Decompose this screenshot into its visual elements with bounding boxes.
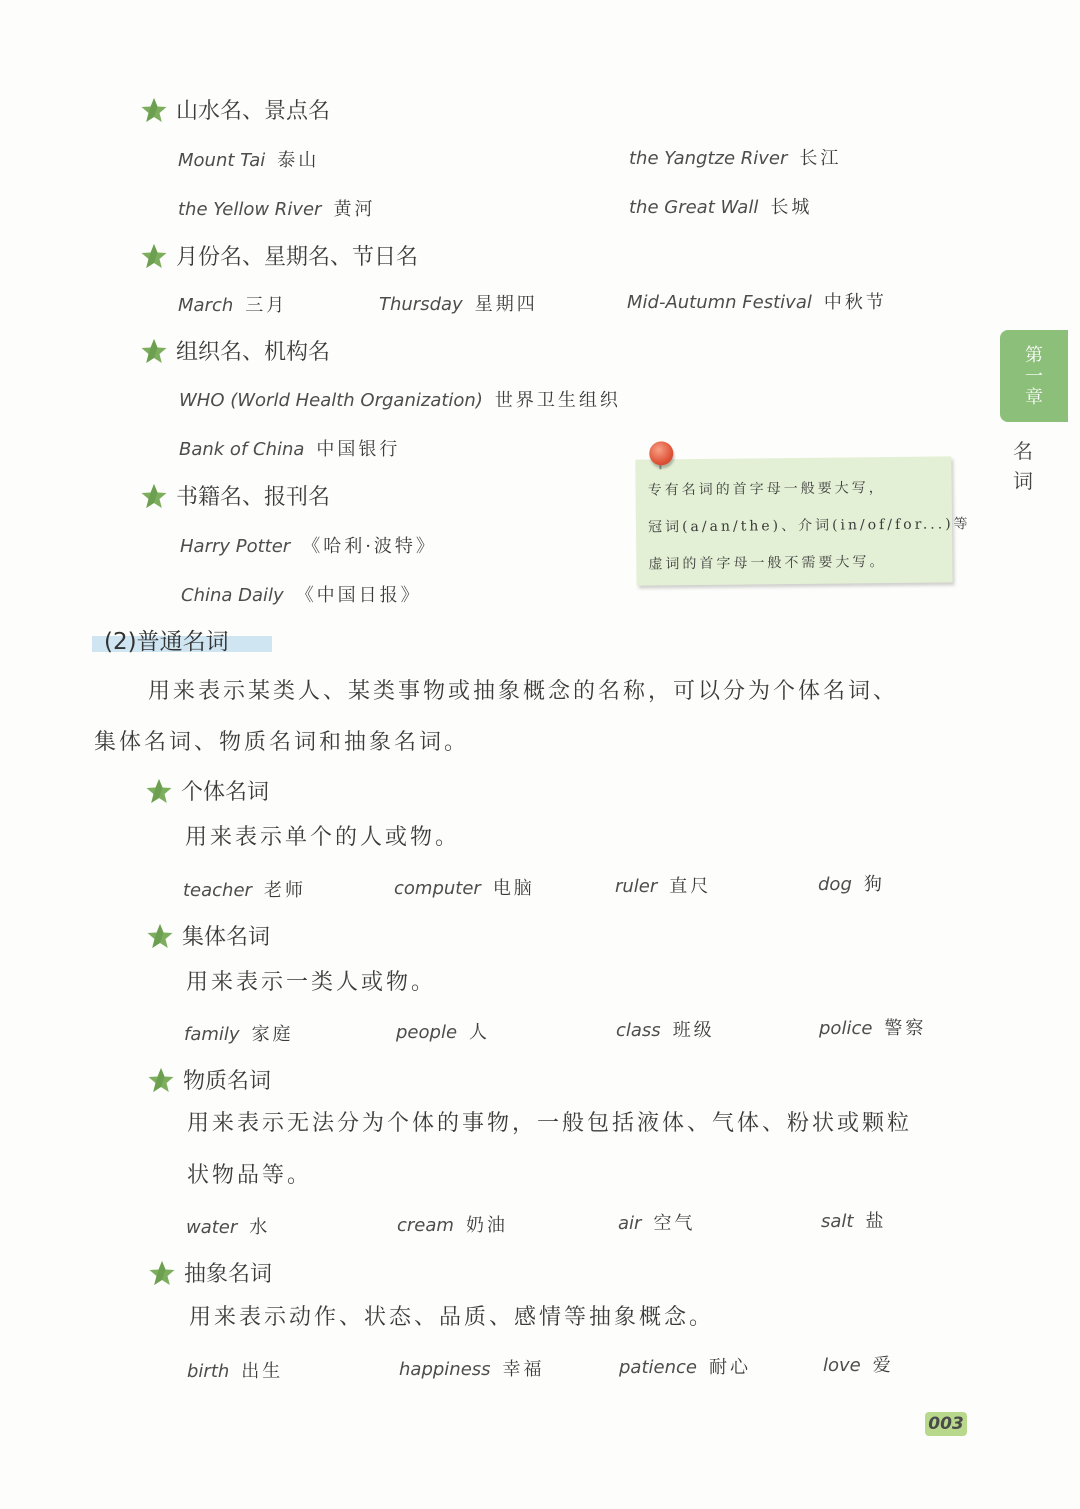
- example-en: the Great Wall: [629, 197, 759, 218]
- example-item: [397, 1211, 508, 1237]
- example-zh: 盐: [865, 1211, 887, 1232]
- example-item: [616, 1016, 715, 1042]
- heading-material-nouns: [147, 1064, 271, 1095]
- example-item: [399, 1355, 545, 1381]
- heading-text: 书籍名、报刊名: [176, 485, 331, 510]
- example-zh: 电脑: [492, 878, 535, 899]
- example-en: the Yangtze River: [629, 148, 788, 169]
- chapter-topic-label: [1013, 436, 1033, 496]
- intro-paragraph-line: 用来表示某类人、某类事物或抽象概念的名称，可以分为个体名词、: [148, 679, 899, 704]
- description: 状物品等。: [187, 1163, 313, 1188]
- example-en: March: [178, 295, 234, 316]
- example-zh: 班级: [672, 1020, 715, 1041]
- heading-individual-nouns: [145, 775, 269, 806]
- example-zh: 耐心: [708, 1357, 751, 1378]
- example-en: WHO (World Health Organization): [179, 390, 483, 411]
- star-icon: [140, 337, 168, 365]
- example-zh: 老师: [263, 880, 306, 901]
- star-icon: [146, 922, 174, 950]
- example-item: [186, 1213, 270, 1239]
- example-item: [618, 1209, 695, 1235]
- chapter-tab: [1000, 330, 1068, 422]
- example-en: Mid-Autumn Festival: [627, 292, 812, 313]
- example-zh: 出生: [241, 1361, 284, 1382]
- example-zh: 三月: [245, 295, 288, 316]
- chapter-char: 章: [1025, 386, 1043, 408]
- example-zh: 直尺: [669, 876, 712, 897]
- example-item: [823, 1351, 894, 1377]
- example-zh: 中秋节: [823, 292, 887, 313]
- example-zh: 水: [249, 1217, 271, 1238]
- description: 用来表示动作、状态、品质、感情等抽象概念。: [189, 1305, 715, 1330]
- note-line: 冠词(a/an/the)、介词(in/of/for...)等: [647, 516, 971, 536]
- heading-text: 月份名、星期名、节日名: [176, 245, 419, 270]
- star-icon: [145, 777, 173, 805]
- heading-dates: [140, 240, 418, 271]
- star-icon: [140, 242, 168, 270]
- description: 用来表示单个的人或物。: [185, 825, 461, 850]
- example-en: Thursday: [379, 294, 463, 315]
- example-en: patience: [619, 1357, 697, 1378]
- heading-publications: [140, 480, 330, 511]
- heading-text: 个体名词: [181, 780, 270, 805]
- example-zh: 黄河: [333, 199, 376, 220]
- heading-text: 组织名、机构名: [176, 340, 331, 365]
- pushpin-icon: [649, 441, 673, 465]
- intro-paragraph-line: 集体名词、物质名词和抽象名词。: [94, 730, 470, 755]
- note-line: 专有名词的首字母一般要大写，: [647, 480, 886, 499]
- example-item: [180, 532, 437, 558]
- tip-sticky-note: [635, 456, 971, 585]
- example-en: ruler: [615, 876, 658, 897]
- page-number-badge: [925, 1412, 967, 1436]
- example-en: Harry Potter: [180, 536, 291, 557]
- example-zh: 《哈利·波特》: [302, 536, 437, 557]
- example-zh: 空气: [653, 1213, 696, 1234]
- heading-organizations: [140, 335, 330, 366]
- example-item: [178, 195, 375, 221]
- example-item: [394, 874, 535, 900]
- chapter-char: 一: [1025, 365, 1043, 387]
- page-number: 003: [928, 1414, 964, 1434]
- example-zh: 世界卫生组织: [494, 390, 621, 411]
- example-item: [629, 193, 812, 219]
- example-item: [183, 876, 306, 902]
- example-item: [178, 291, 287, 317]
- example-zh: 爱: [872, 1355, 894, 1376]
- example-en: family: [184, 1024, 240, 1045]
- example-en: Bank of China: [179, 439, 305, 460]
- example-en: love: [823, 1355, 861, 1376]
- example-item: [379, 290, 538, 316]
- example-item: [178, 146, 319, 172]
- example-item: [818, 870, 885, 896]
- example-en: teacher: [183, 880, 252, 901]
- example-zh: 长城: [770, 197, 813, 218]
- example-en: salt: [821, 1211, 854, 1232]
- example-zh: 人: [469, 1022, 491, 1043]
- star-icon: [140, 482, 168, 510]
- example-item: [184, 1020, 294, 1046]
- example-item: [629, 144, 841, 170]
- example-en: birth: [187, 1361, 230, 1382]
- example-item: [821, 1207, 886, 1233]
- example-item: [819, 1014, 926, 1040]
- example-item: [619, 1353, 751, 1379]
- example-zh: 奶油: [465, 1215, 508, 1236]
- example-en: cream: [397, 1215, 454, 1236]
- example-en: police: [819, 1018, 873, 1039]
- heading-text: 抽象名词: [184, 1262, 273, 1287]
- star-icon: [140, 96, 168, 124]
- chapter-char: 第: [1025, 344, 1043, 366]
- heading-collective-nouns: [146, 920, 270, 951]
- note-line: 虚词的首字母一般不需要大写。: [648, 554, 887, 573]
- example-item: [179, 435, 400, 461]
- heading-text: 集体名词: [182, 925, 271, 950]
- example-en: Mount Tai: [178, 150, 266, 171]
- example-zh: 长江: [799, 148, 842, 169]
- heading-landmarks: [140, 94, 330, 125]
- example-en: water: [186, 1217, 238, 1238]
- topic-char: 词: [1013, 469, 1033, 493]
- topic-char: 名: [1013, 439, 1033, 463]
- example-item: [181, 581, 422, 607]
- section-title-common-nouns: [92, 622, 229, 656]
- example-zh: 星期四: [474, 294, 538, 315]
- example-zh: 《中国日报》: [295, 585, 422, 606]
- example-zh: 警察: [884, 1018, 927, 1039]
- example-item: [627, 288, 887, 314]
- example-zh: 狗: [863, 874, 885, 895]
- heading-text: 物质名词: [183, 1069, 272, 1094]
- example-zh: 幸福: [502, 1359, 545, 1380]
- example-en: people: [396, 1022, 458, 1043]
- example-item: [187, 1357, 283, 1383]
- example-en: class: [616, 1020, 661, 1041]
- example-item: [179, 386, 621, 412]
- example-zh: 家庭: [251, 1024, 294, 1045]
- example-en: computer: [394, 878, 481, 899]
- section-title-text: (2)普通名词: [104, 628, 229, 655]
- description: 用来表示一类人或物。: [186, 970, 437, 995]
- example-en: the Yellow River: [178, 199, 322, 220]
- description: 用来表示无法分为个体的事物，一般包括液体、气体、粉状或颗粒: [187, 1111, 913, 1136]
- example-en: air: [618, 1213, 642, 1234]
- example-item: [396, 1018, 490, 1044]
- example-en: China Daily: [181, 585, 284, 606]
- example-item: [615, 872, 711, 898]
- example-zh: 泰山: [277, 150, 320, 171]
- heading-abstract-nouns: [148, 1257, 272, 1288]
- example-en: dog: [818, 874, 852, 895]
- heading-text: 山水名、景点名: [176, 99, 331, 124]
- example-zh: 中国银行: [316, 439, 401, 460]
- example-en: happiness: [399, 1359, 491, 1380]
- star-icon: [147, 1066, 175, 1094]
- star-icon: [148, 1259, 176, 1287]
